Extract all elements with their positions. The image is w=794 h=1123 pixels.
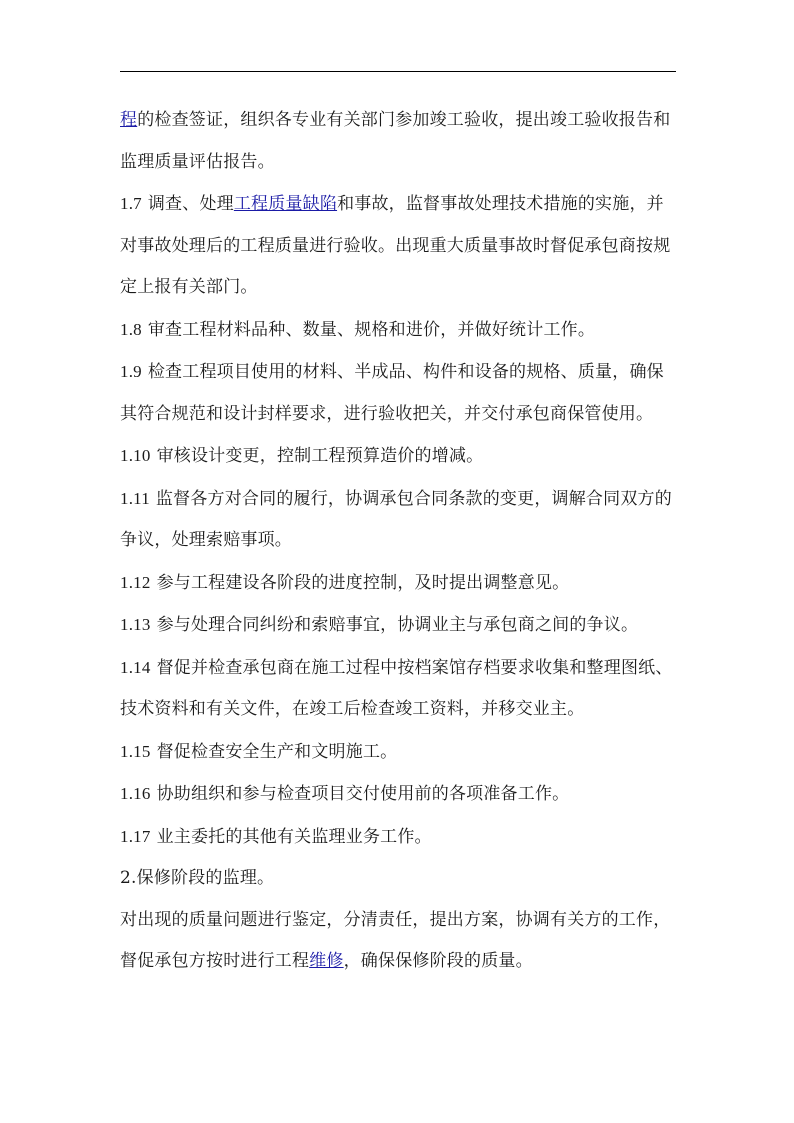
paragraph-text: 审核设计变更，控制工程预算造价的增减。	[156, 446, 484, 466]
paragraph-text: 督促检查安全生产和文明施工。	[156, 741, 398, 762]
paragraph-number: 1.9	[120, 362, 142, 381]
header-rule	[120, 71, 676, 72]
paragraph-text: 和事故，监督事故处理技术措施的实施，并对事故处理后的工程质量进行验收。出现重大质量事故时督促承包商按规定上报有关部门。	[120, 194, 671, 297]
paragraph-number: 1.8	[120, 319, 142, 339]
paragraph-number: 1.17	[120, 826, 151, 846]
paragraph-text: 督促并检查承包商在施工过程中按档案馆存档要求收集和整理图纸、技术资料和有关文件，在竣工后检查竣工资料，并移交业主。	[120, 657, 673, 719]
paragraph	[120, 309, 680, 352]
paragraph	[120, 816, 680, 859]
paragraph	[120, 731, 680, 774]
paragraph	[120, 351, 680, 435]
paragraph-text: 审查工程材料品种、数量、规格和进价，并做好统计工作。	[147, 319, 596, 340]
paragraph-number: 1.10	[120, 446, 151, 465]
paragraph-number: 1.12	[120, 572, 151, 592]
paragraph-number: 1.14	[120, 657, 151, 677]
paragraph	[120, 900, 680, 983]
paragraph-text: 业主委托的其他有关监理业务工作。	[156, 826, 432, 847]
paragraph	[120, 647, 680, 731]
paragraph-text: 检查工程项目使用的材料、半成品、构件和设备的规格、质量，确保其符合规范和设计封样要求，进行验收把关，并交付承包商保管使用。	[120, 362, 664, 424]
paragraph	[120, 183, 680, 309]
paragraph	[120, 562, 680, 605]
document-body	[120, 100, 680, 983]
paragraph-number: 1.13	[120, 615, 151, 634]
paragraph-text: 监督各方对合同的履行，协调承包合同条款的变更，调解合同双方的争议，处理索赔事项。	[120, 488, 672, 550]
paragraph-text: 参与处理合同纠纷和索赔事宜，协调业主与承包商之间的争议。	[156, 615, 639, 635]
paragraph	[120, 435, 680, 478]
paragraph-text: 2.保修阶段的监理。	[120, 868, 275, 888]
paragraph-number: 1.15	[120, 741, 151, 761]
hyperlink[interactable]: 程	[120, 110, 138, 130]
paragraph-text: 的检查签证，组织各专业有关部门参加竣工验收，提出竣工验收报告和监理质量评估报告。	[120, 110, 671, 172]
paragraph	[120, 773, 680, 816]
paragraph	[120, 100, 680, 183]
hyperlink[interactable]: 工程质量缺陷	[233, 194, 338, 214]
paragraph	[120, 478, 680, 562]
paragraph-text: 协助组织和参与检查项目交付使用前的各项准备工作。	[156, 784, 570, 804]
paragraph-text: 参与工程建设各阶段的进度控制，及时提出调整意见。	[156, 572, 570, 593]
paragraph-number: 1.11	[120, 488, 150, 508]
paragraph	[120, 858, 680, 900]
paragraph-text: 调查、处理	[147, 194, 234, 214]
paragraph-number: 1.7	[120, 194, 142, 213]
paragraph-text: ，确保保修阶段的质量。	[343, 951, 533, 971]
paragraph	[120, 604, 680, 647]
paragraph-text: 对出现的质量问题进行鉴定，分清责任，提出方案，协调有关方的工作，督促承包方按时进行工程	[120, 909, 671, 971]
hyperlink[interactable]: 维修	[309, 951, 344, 971]
paragraph-number: 1.16	[120, 784, 151, 803]
